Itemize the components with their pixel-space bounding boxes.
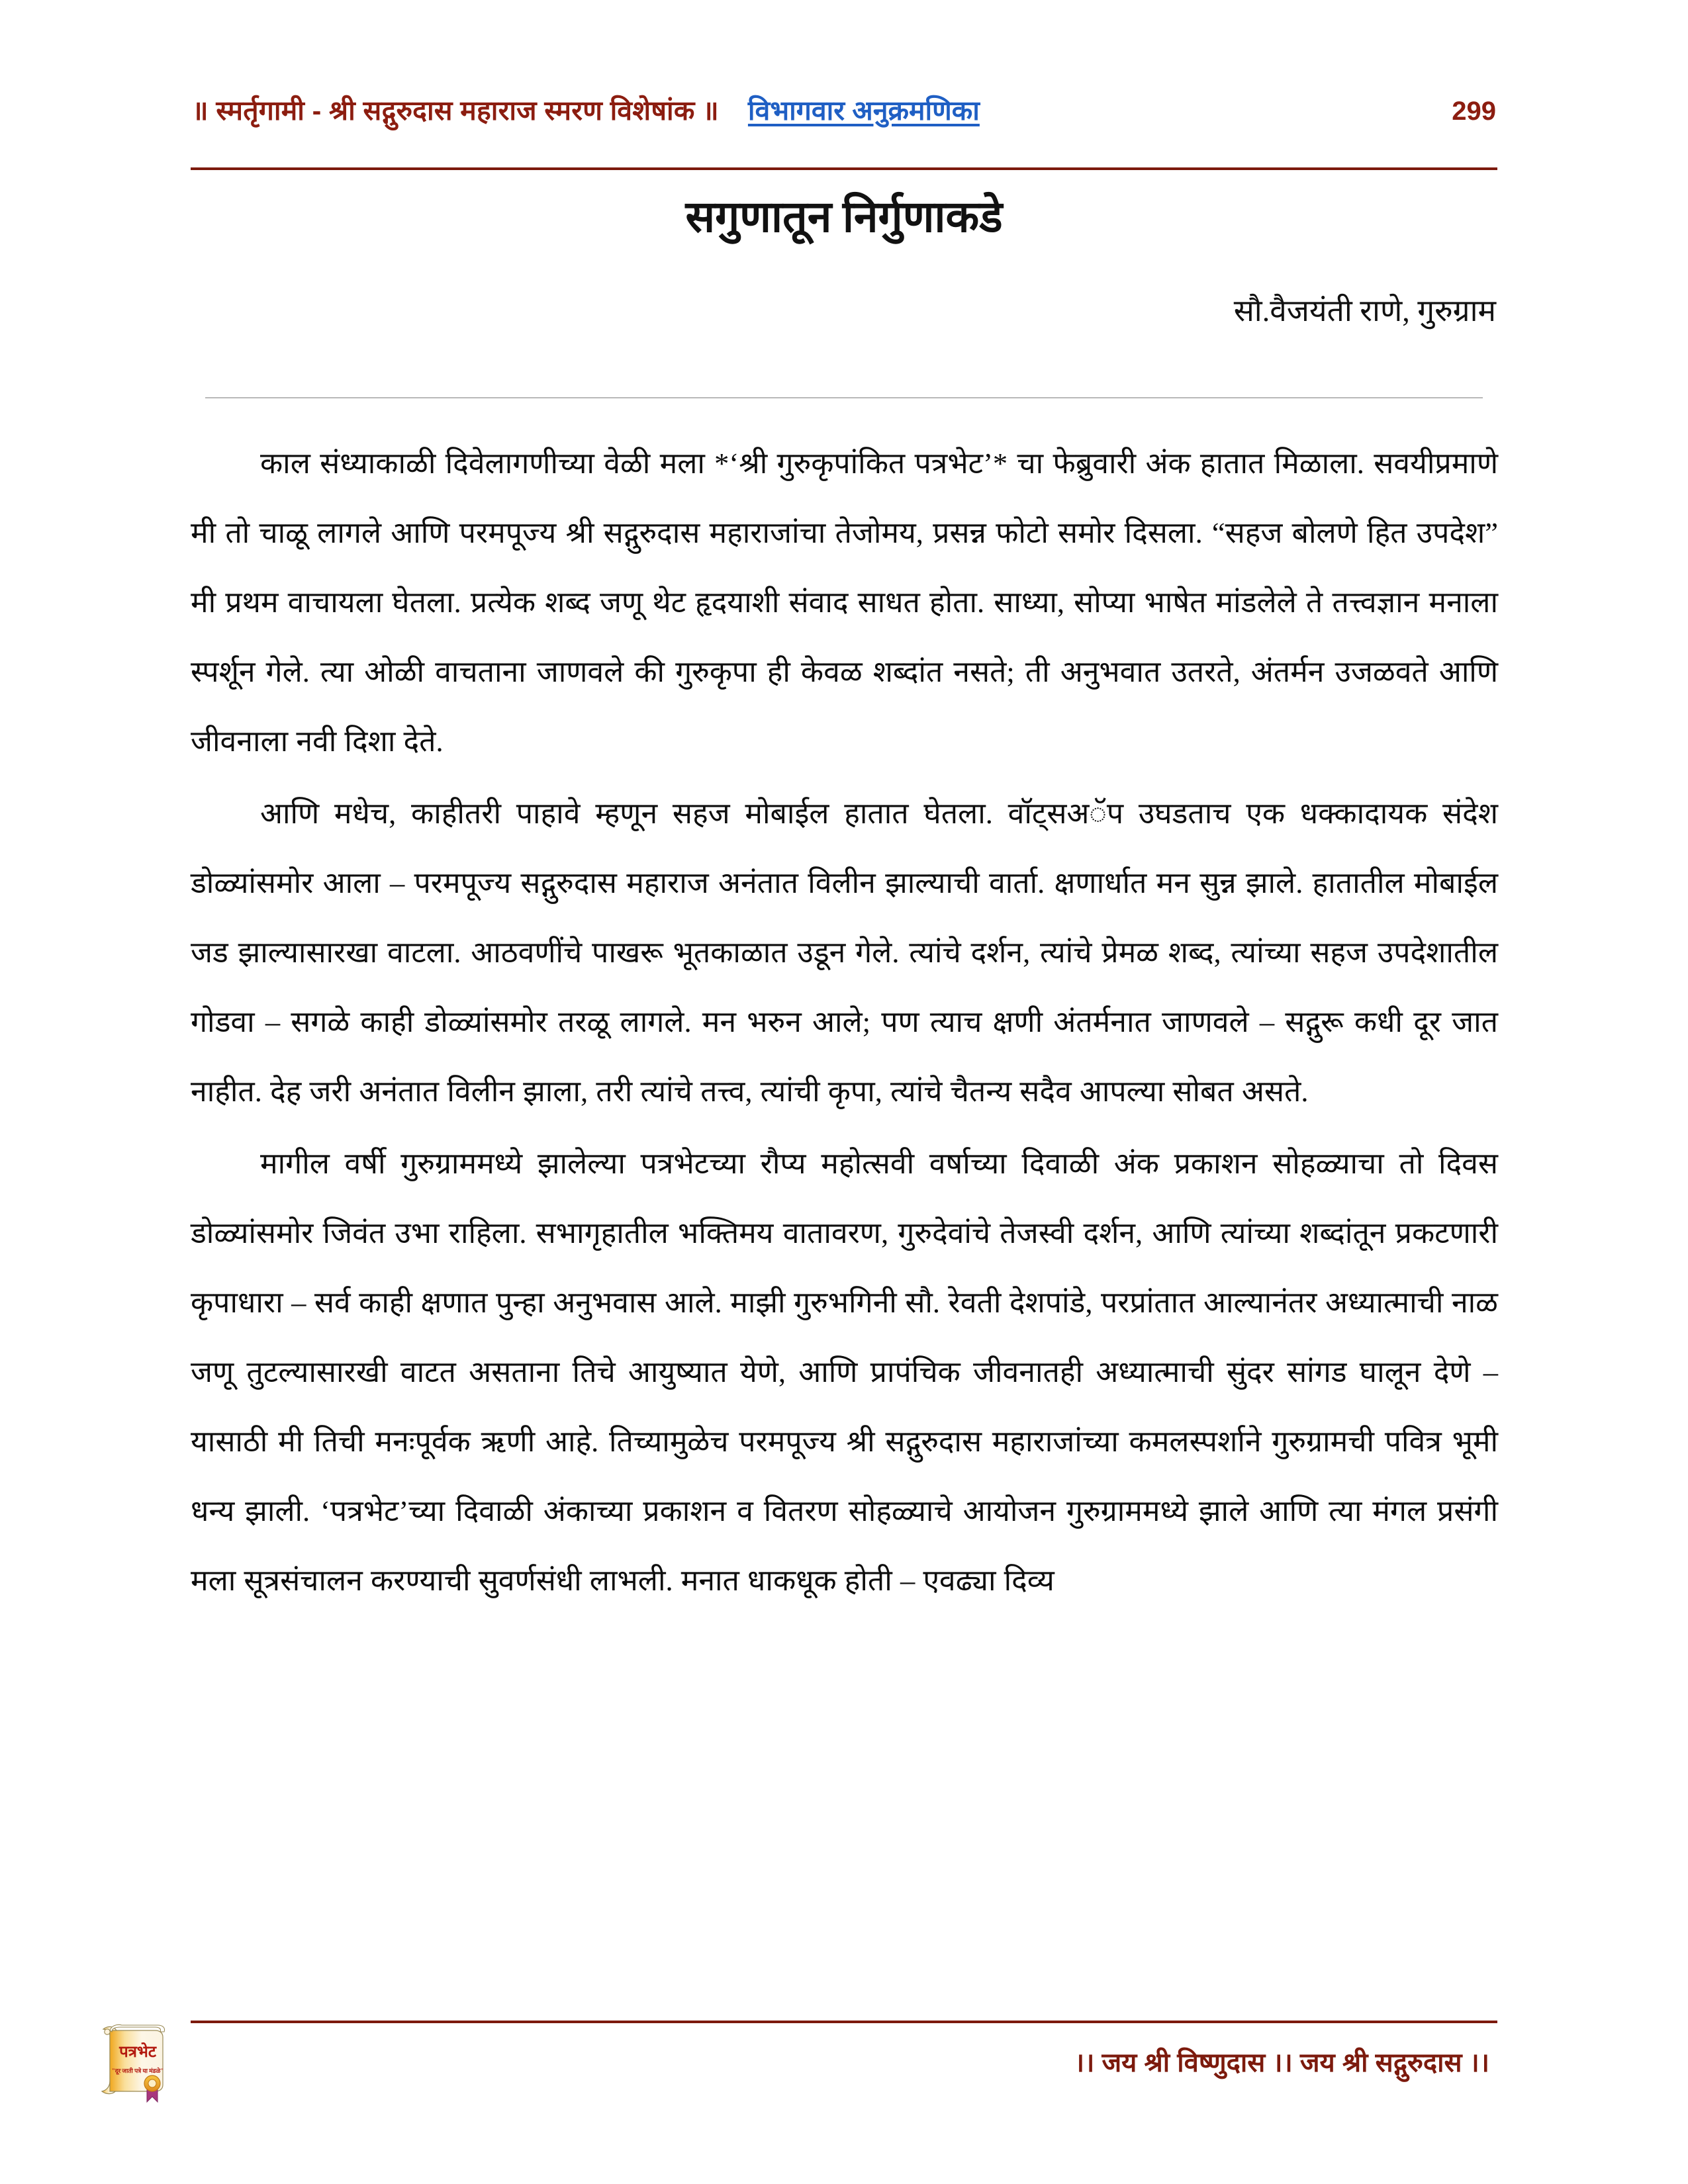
paragraph: काल संध्याकाळी दिवेलागणीच्या वेळी मला *‘श्री गुरुकृपांकित पत्रभेट’* चा फेब्रुवारी अंक हातात मिळाला. सवयीप्रमाणे मी तो चाळू लागले आणि परमपूज्य श्री सद्गुरुदास महाराजांचा तेजोमय, प्रसन्न फोटो समोर दिसला. “सहज बोलणे हित उपदेश” मी प्रथम वाचायला घेतला. प्रत्येक शब्द जणू थेट हृदयाशी संवाद साधत होता. साध्या, सोप्या भाषेत मांडलेले ते तत्त्वज्ञान मनाला स्पर्शून गेले. त्या ओळी वाचताना जाणवले की गुरुकृपा ही केवळ शब्दांत नसते; ती अनुभवात उतरते, अंतर्मन उजळवते आणि जीवनाला नवी दिशा देते.	[191, 447, 1498, 758]
title-divider	[205, 397, 1483, 398]
article-body	[191, 429, 1498, 1615]
paragraph: मागील वर्षी गुरुग्राममध्ये झालेल्या पत्रभेटच्या रौप्य महोत्सवी वर्षाच्या दिवाळी अंक प्रकाशन सोहळ्याचा तो दिवस डोळ्यांसमोर जिवंत उभा राहिला. सभागृहातील भक्तिमय वातावरण, गुरुदेवांचे तेजस्वी दर्शन, आणि त्यांच्या शब्दांतून प्रकटणारी कृपाधारा – सर्व काही क्षणात पुन्हा अनुभवास आले. माझी गुरुभगिनी सौ. रेवती देशपांडे, परप्रांतात आल्यानंतर अध्यात्माची नाळ जणू तुटल्यासारखी वाटत असताना तिचे आयुष्यात येणे, आणि प्रापंचिक जीवनातही अध्यात्माची सुंदर सांगड घालून देणे – यासाठी मी तिची मनःपूर्वक ऋणी आहे. तिच्यामुळेच परमपूज्य श्री सद्गुरुदास महाराजांच्या कमलस्पर्शाने गुरुग्रामची पवित्र भूमी धन्य झाली. ‘पत्रभेट’च्या दिवाळी अंकाच्या प्रकाशन व वितरण सोहळ्याचे आयोजन गुरुग्राममध्ये झाले आणि त्या मंगल प्रसंगी मला सूत्रसंचालन करण्याची सुवर्णसंधी लाभली. मनात धाकधूक होती – एवढ्या दिव्य	[191, 1147, 1498, 1597]
footer-blessing: ।। जय श्री विष्णुदास ।। जय श्री सद्गुरुदास ।।	[1074, 2048, 1489, 2077]
page-header	[192, 91, 1496, 139]
page-number: 299	[1452, 97, 1496, 126]
logo-label: पत्रभेट	[119, 2044, 156, 2061]
article-title: सगुणातून निर्गुणाकडे	[685, 193, 1003, 242]
logo-tagline: "दूर जाती पत्रे या मंडळे"	[111, 2068, 164, 2074]
paragraph: आणि मधेच, काहीतरी पाहावे म्हणून सहज मोबाईल हातात घेतला. वॉट्सअॅप उघडताच एक धक्कादायक संदेश डोळ्यांसमोर आला – परमपूज्य सद्गुरुदास महाराज अनंतात विलीन झाल्याची वार्ता. क्षणार्धात मन सुन्न झाले. हातातील मोबाईल जड झाल्यासारखा वाटला. आठवणींचे पाखरू भूतकाळात उडून गेले. त्यांचे दर्शन, त्यांचे प्रेमळ शब्द, त्यांच्या सहज उपदेशातील गोडवा – सगळे काही डोळ्यांसमोर तरळू लागले. मन भरुन आले; पण त्याच क्षणी अंतर्मनात जाणवले – सद्गुरू कधी दूर जात नाहीत. देह जरी अनंतात विलीन झाला, तरी त्यांचे तत्त्व, त्यांची कृपा, त्यांचे चैतन्य सदैव आपल्या सोबत असते.	[191, 797, 1498, 1108]
header-divider	[191, 167, 1497, 170]
scroll-icon	[91, 2016, 175, 2106]
patrabhet-logo	[91, 2016, 175, 2106]
index-link[interactable]: विभागवार अनुक्रमणिका	[747, 95, 980, 126]
footer-divider	[191, 2021, 1497, 2023]
article-author: सौ.वैजयंती राणे, गुरुग्राम	[1233, 294, 1496, 328]
magazine-title: ॥ स्मर्तृगामी - श्री सद्गुरुदास महाराज स्मरण विशेषांक ॥	[192, 95, 719, 126]
